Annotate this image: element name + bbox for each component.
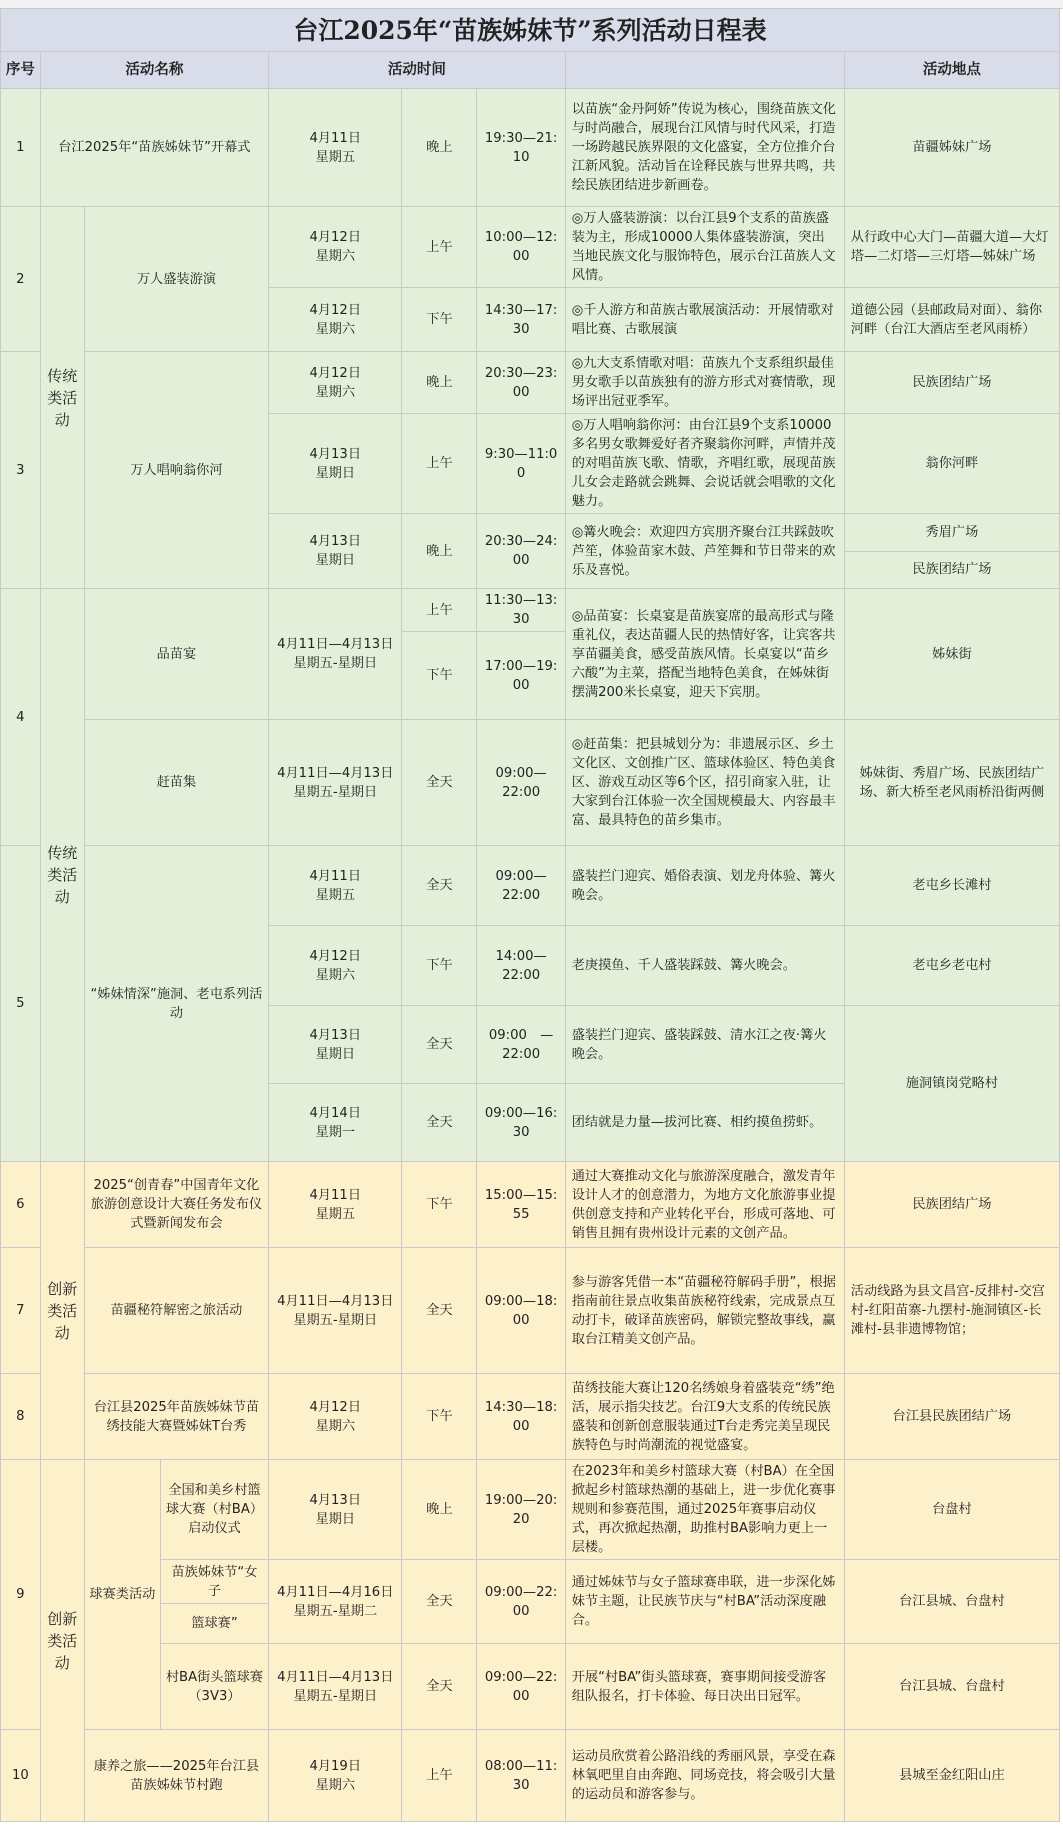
activity-desc: ◎篝火晚会：欢迎四方宾朋齐聚台江共踩鼓吹芦笙，体验苗家木鼓、芦笙舞和节日带来的欢乐及喜悦。 xyxy=(565,514,844,589)
activity-name: 万人唱响翁你河 xyxy=(84,352,268,589)
activity-date: 4月13日 星期日 xyxy=(269,414,402,514)
activity-period: 上午 xyxy=(402,589,477,632)
activity-name: 2025“创青春”中国青年文化旅游创意设计大赛任务发布仪式暨新闻发布会 xyxy=(84,1162,268,1248)
activity-place: 民族团结广场 xyxy=(912,562,992,577)
activity-period: 全天 xyxy=(402,1644,477,1730)
activity-date: 4月12日 星期六 xyxy=(269,207,402,288)
row-no: 1 xyxy=(1,89,41,207)
activity-period: 晚上 xyxy=(402,514,477,589)
activity-hours: 19:30—21:10 xyxy=(477,89,565,207)
table-row xyxy=(1,1162,1060,1248)
table-row xyxy=(1,1460,1060,1560)
activity-place: 从行政中心大门—苗疆大道—大灯塔—二灯塔—三灯塔—姊妹广场 xyxy=(844,207,1059,288)
activity-place: 道德公园（县邮政局对面）、翁你河畔（台江大酒店至老风雨桥） xyxy=(844,288,1059,352)
activity-place: 姊妹街 xyxy=(844,589,1059,720)
activity-hours: 9:30—11:00 xyxy=(477,414,565,514)
activity-desc: 以苗族“金丹阿娇”传说为核心，围绕苗族文化与时尚融合，展现台江风情与时代风采，打造一场跨越民族界限的文化盛宴，全方位推介台江新风貌。活动旨在诠释民族与世界共鸣，共绘民族团结进步新画卷。 xyxy=(565,89,844,207)
activity-desc: 通过大赛推动文化与旅游深度融合，激发青年设计人才的创意潜力，为地方文化旅游事业提供创意支持和产业转化平台，形成可落地、可销售且拥有贵州设计元素的文创产品。 xyxy=(565,1162,844,1248)
activity-date: 4月19日 星期六 xyxy=(269,1730,402,1822)
activity-desc: 老庚摸鱼、千人盛装踩鼓、篝火晚会。 xyxy=(565,926,844,1006)
activity-date: 4月11日—4月16日 星期五-星期二 xyxy=(269,1560,402,1644)
activity-desc: 盛装拦门迎宾、婚俗表演、划龙舟体验、篝火晚会。 xyxy=(565,846,844,926)
activity-hours: 09:00—18:00 xyxy=(477,1248,565,1374)
activity-desc: 参与游客凭借一本“苗疆秘符解码手册”，根据指南前往景点收集苗族秘符线索，完成景点互动打卡，破译苗族密码，解锁完整故事线，赢取台江精美文创产品。 xyxy=(565,1248,844,1374)
activity-date: 4月11日—4月13日 星期五-星期日 xyxy=(269,720,402,846)
activity-place: 姊妹街、秀眉广场、民族团结广场、新大桥至老风雨桥沿街两侧 xyxy=(844,720,1059,846)
group-innovative: 创新类活动 xyxy=(40,1162,84,1460)
activity-place: 翁你河畔 xyxy=(844,414,1059,514)
activity-period: 全天 xyxy=(402,1560,477,1644)
activity-period: 全天 xyxy=(402,720,477,846)
activity-hours: 09:00 — 22:00 xyxy=(477,1006,565,1084)
activity-period: 全天 xyxy=(402,1006,477,1084)
row-no: 7 xyxy=(1,1248,41,1374)
activity-desc: 盛装拦门迎宾、盛装踩鼓、清水江之夜·篝火晚会。 xyxy=(565,1006,844,1084)
activity-date: 4月12日 星期六 xyxy=(269,926,402,1006)
activity-name: 赶苗集 xyxy=(84,720,268,846)
group-traditional: 传统类活动 xyxy=(40,207,84,589)
activity-period: 下午 xyxy=(402,1374,477,1460)
activity-date: 4月13日 星期日 xyxy=(269,514,402,589)
activity-desc: 运动员欣赏着公路沿线的秀丽风景，享受在森林氧吧里自由奔跑、同场竞技，将会吸引大量的运动员和游客参与。 xyxy=(565,1730,844,1822)
row-no: 5 xyxy=(1,846,41,1162)
activity-place: 台江县城、台盘村 xyxy=(844,1644,1059,1730)
row-no: 4 xyxy=(1,589,41,846)
activity-desc: 在2023年和美乡村篮球大赛（村BA）在全国掀起乡村篮球热潮的基础上，进一步优化赛事规则和参赛范围，通过2025年赛事启动仪式，再次掀起热潮，助推村BA影响力更上一层楼。 xyxy=(565,1460,844,1560)
activity-date: 4月11日 星期五 xyxy=(269,846,402,926)
activity-period: 下午 xyxy=(402,1162,477,1248)
activity-name: 万人盛装游演 xyxy=(84,207,268,352)
row-no: 3 xyxy=(1,352,41,589)
table-row xyxy=(1,720,1060,846)
activity-place: 施洞镇岗党略村 xyxy=(844,1006,1059,1162)
activity-name: 康养之旅——2025年台江县苗族姊妹节村跑 xyxy=(84,1730,268,1822)
activity-period: 晚上 xyxy=(402,89,477,207)
activity-place: 老屯乡老屯村 xyxy=(844,926,1059,1006)
row-no: 8 xyxy=(1,1374,41,1460)
activity-desc: 开展“村BA”街头篮球赛，赛事期间接受游客组队报名，打卡体验、每日决出日冠军。 xyxy=(565,1644,844,1730)
activity-desc: ◎品苗宴：长桌宴是苗族宴席的最高形式与隆重礼仪，表达苗疆人民的热情好客，让宾客共享苗疆美食，感受苗族风情。长桌宴以“苗乡六酸”为主菜，搭配当地特色美食，在姊妹街摆满200米长桌宴，迎天下宾朋。 xyxy=(565,589,844,720)
activity-place: 县城至金红阳山庄 xyxy=(844,1730,1059,1822)
activity-place: 苗疆姊妹广场 xyxy=(844,89,1059,207)
activity-name: “姊妹情深”施洞、老屯系列活动 xyxy=(84,846,268,1162)
activity-period: 全天 xyxy=(402,846,477,926)
table-row xyxy=(1,846,1060,926)
sub-activity-name: 全国和美乡村篮球大赛（村BA）启动仪式 xyxy=(160,1460,268,1560)
activity-hours: 17:00—19:00 xyxy=(477,632,565,720)
row-no: 9 xyxy=(1,1460,41,1730)
activity-period: 上午 xyxy=(402,414,477,514)
activity-period: 下午 xyxy=(402,926,477,1006)
activity-date: 4月14日 星期一 xyxy=(269,1084,402,1162)
activity-hours: 15:00—15:55 xyxy=(477,1162,565,1248)
header-desc xyxy=(565,52,844,89)
activity-place: 台江县城、台盘村 xyxy=(844,1560,1059,1644)
activity-place: 台江县民族团结广场 xyxy=(844,1374,1059,1460)
activity-hours: 09:00— 22:00 xyxy=(477,846,565,926)
header-place: 活动地点 xyxy=(844,52,1059,89)
activity-date: 4月12日 星期六 xyxy=(269,352,402,414)
table-row xyxy=(1,1730,1060,1822)
activity-desc: 团结就是力量—拔河比赛、相约摸鱼捞虾。 xyxy=(565,1084,844,1162)
activity-hours: 09:00—16:30 xyxy=(477,1084,565,1162)
sub-activity-name: 苗族姊妹节“女子 xyxy=(160,1560,268,1604)
sub-activity-name: 篮球赛” xyxy=(160,1604,268,1644)
activity-period: 上午 xyxy=(402,207,477,288)
group-traditional: 传统类活动 xyxy=(40,589,84,1162)
activity-name: 台江2025年“苗族姊妹节”开幕式 xyxy=(40,89,268,207)
activity-name: 苗疆秘符解密之旅活动 xyxy=(84,1248,268,1374)
activity-place: 秀眉广场 xyxy=(845,514,1059,552)
header-time: 活动时间 xyxy=(269,52,566,89)
table-row xyxy=(1,89,1060,207)
table-row xyxy=(1,589,1060,632)
group-innovative: 创新类活动 xyxy=(40,1460,84,1822)
activity-hours: 19:00—20:20 xyxy=(477,1460,565,1560)
table-row xyxy=(1,207,1060,288)
activity-date: 4月13日 星期日 xyxy=(269,1460,402,1560)
activity-desc: ◎九大支系情歌对唱：苗族九个支系组织最佳男女歌手以苗族独有的游方形式对赛情歌，现场评出冠亚季军。 xyxy=(565,352,844,414)
table-row xyxy=(1,352,1060,414)
activity-hours: 20:30—23:00 xyxy=(477,352,565,414)
activity-place: 民族团结广场 xyxy=(844,1162,1059,1248)
activity-place: 老屯乡长滩村 xyxy=(844,846,1059,926)
activity-desc: ◎万人盛装游演：以台江县9个支系的苗族盛装为主，形成10000人集体盛装游演，突出当地民族文化与服饰特色，展示台江苗族人文风情。 xyxy=(565,207,844,288)
activity-hours: 11:30—13:30 xyxy=(477,589,565,632)
activity-hours: 14:00— 22:00 xyxy=(477,926,565,1006)
activity-hours: 10:00—12:00 xyxy=(477,207,565,288)
activity-hours: 09:00—22:00 xyxy=(477,1644,565,1730)
activity-place: 台盘村 xyxy=(844,1460,1059,1560)
row-no: 6 xyxy=(1,1162,41,1248)
header-no: 序号 xyxy=(1,52,41,89)
activity-date: 4月11日—4月13日 星期五-星期日 xyxy=(269,1248,402,1374)
row-no: 2 xyxy=(1,207,41,352)
header-name: 活动名称 xyxy=(40,52,268,89)
row-no: 10 xyxy=(1,1730,41,1822)
activity-name: 品苗宴 xyxy=(84,589,268,720)
activity-date: 4月11日—4月13日 星期五-星期日 xyxy=(269,589,402,720)
header-row xyxy=(1,52,1060,89)
activity-hours: 14:30—17:30 xyxy=(477,288,565,352)
activity-period: 下午 xyxy=(402,288,477,352)
activity-period: 晚上 xyxy=(402,352,477,414)
schedule-table xyxy=(0,8,1060,1822)
activity-date: 4月11日—4月13日 星期五-星期日 xyxy=(269,1644,402,1730)
activity-date: 4月11日 星期五 xyxy=(269,1162,402,1248)
activity-hours: 09:00—22:00 xyxy=(477,1560,565,1644)
activity-period: 全天 xyxy=(402,1084,477,1162)
activity-name: 球赛类活动 xyxy=(84,1460,160,1730)
sub-activity-name: 村BA街头篮球赛 （3V3） xyxy=(160,1644,268,1730)
activity-period: 下午 xyxy=(402,632,477,720)
activity-hours: 20:30—24:00 xyxy=(477,514,565,589)
activity-period: 晚上 xyxy=(402,1460,477,1560)
activity-hours: 08:00—11:30 xyxy=(477,1730,565,1822)
activity-desc: 通过姊妹节与女子篮球赛串联，进一步深化姊妹节主题，让民族节庆与“村BA”活动深度融合。 xyxy=(565,1560,844,1644)
activity-place: 活动线路为县文昌宫-反排村-交宫村-红阳苗寨-九摆村-施洞镇区-长滩村-县非遗博物馆； xyxy=(844,1248,1059,1374)
table-title: 台江2025年“苗族姊妹节”系列活动日程表 xyxy=(1,9,1060,52)
activity-name: 台江县2025年苗族姊妹节苗绣技能大赛暨姊妹T台秀 xyxy=(84,1374,268,1460)
activity-hours: 09:00— 22:00 xyxy=(477,720,565,846)
activity-place-cell xyxy=(844,514,1059,589)
table-row xyxy=(1,1248,1060,1374)
activity-date: 4月11日 星期五 xyxy=(269,89,402,207)
activity-desc: ◎万人唱响翁你河：由台江县9个支系10000多名男女歌舞爱好者齐聚翁你河畔，声情并茂的对唱苗族飞歌、情歌，齐唱红歌，展现苗族儿女会走路就会跳舞、会说话就会唱歌的文化魅力。 xyxy=(565,414,844,514)
activity-hours: 14:30—18:00 xyxy=(477,1374,565,1460)
activity-date: 4月12日 星期六 xyxy=(269,288,402,352)
activity-period: 全天 xyxy=(402,1248,477,1374)
activity-desc: 苗绣技能大赛让120名绣娘身着盛装竞“绣”绝活，展示指尖技艺。台江9大支系的传统民族盛装和创新创意服装通过T台走秀完美呈现民族特色与时尚潮流的视觉盛宴。 xyxy=(565,1374,844,1460)
activity-desc: ◎赶苗集：把县城划分为：非遗展示区、乡土文化区、文创推广区、篮球体验区、特色美食区、游戏互动区等6个区，招引商家入驻，让大家到台江体验一次全国规模最大、内容最丰富、最具特色的苗乡集市。 xyxy=(565,720,844,846)
activity-date: 4月12日 星期六 xyxy=(269,1374,402,1460)
activity-date: 4月13日 星期日 xyxy=(269,1006,402,1084)
activity-period: 上午 xyxy=(402,1730,477,1822)
activity-desc: ◎千人游方和苗族古歌展演活动：开展情歌对唱比赛、古歌展演 xyxy=(565,288,844,352)
table-row xyxy=(1,1374,1060,1460)
activity-place: 民族团结广场 xyxy=(844,352,1059,414)
